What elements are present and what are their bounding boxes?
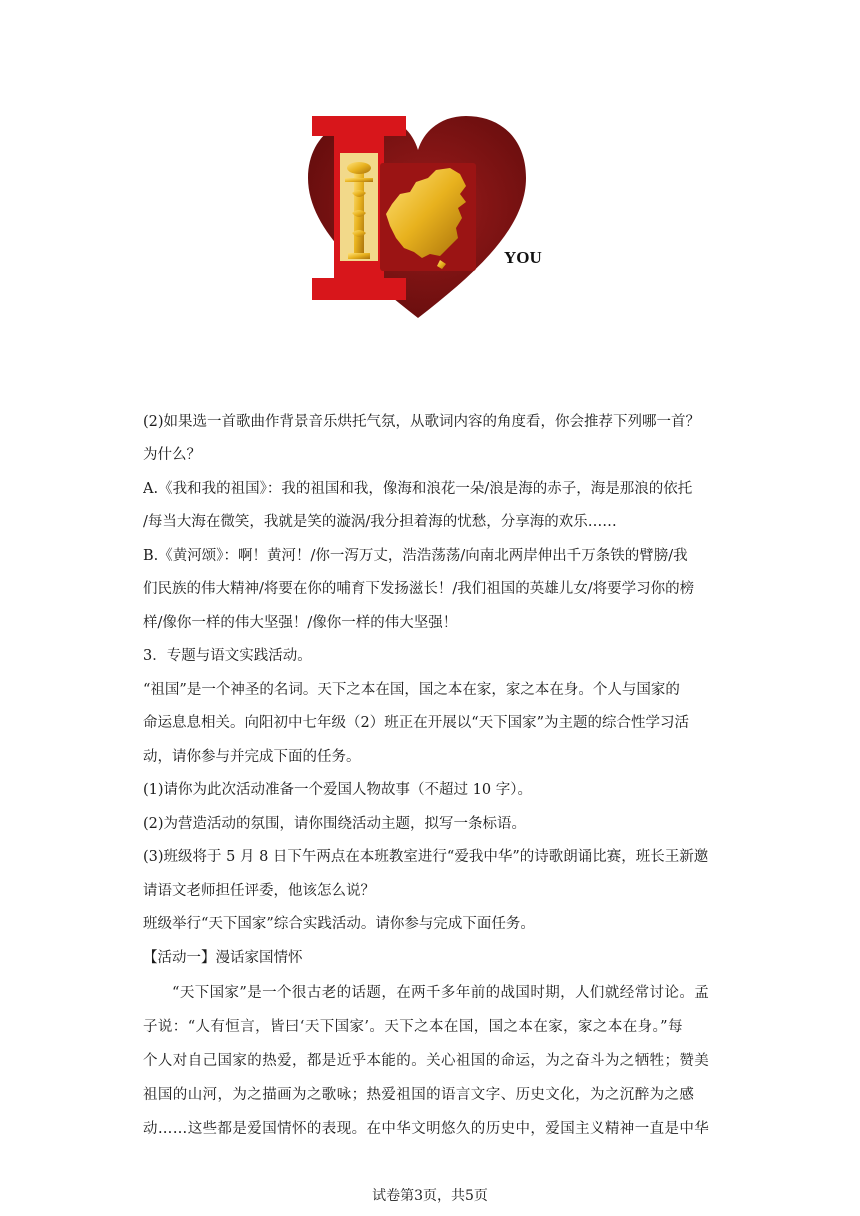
- activity-passage-line-3: 个人对自己国家的热爱，都是近乎本能的。关心祖国的命运，为之奋斗为之牺牲；赞美: [143, 1053, 710, 1069]
- q3-task-3b: 请语文老师担任评委，他该怎么说？: [143, 883, 375, 899]
- activity-passage-line-1: “天下国家”是一个很古老的话题，在两千多年前的战国时期，人们就经常讨论。孟: [172, 985, 710, 1001]
- activity-passage-line-2: 子说：“人有恒言，皆曰‘天下国家’。天下之本在国，国之本在家，家之本在身。”每: [143, 1019, 683, 1035]
- option-b-line-2: 们民族的伟大精神/将要在你的哺育下发扬滋长！/我们祖国的英雄儿女/将要学习你的榜: [143, 581, 695, 597]
- q2-line-1: (2)如果选一首歌曲作背景音乐烘托气氛，从歌词内容的角度看，你会推荐下列哪一首？: [143, 414, 701, 430]
- you-label: YOU: [504, 248, 542, 267]
- q3-title: 3．专题与语文实践活动。: [143, 648, 312, 664]
- q3-intro-1: “祖国”是一个神圣的名词。天下之本在国，国之本在家，家之本在身。个人与国家的: [143, 682, 680, 698]
- q3-task-2: (2)为营造活动的氛围，请你围绕活动主题，拟写一条标语。: [143, 816, 527, 832]
- activity-passage-line-5: 动……这些都是爱国情怀的表现。在中华文明悠久的历史中，爱国主义精神一直是中华: [143, 1121, 710, 1137]
- q3-intro-3: 动，请你参与并完成下面的任务。: [143, 749, 361, 765]
- page-footer: 试卷第3页，共5页: [372, 1188, 488, 1204]
- option-a-line-1: A.《我和我的祖国》：我的祖国和我，像海和浪花一朵/浪是海的赤子，海是那浪的依托: [143, 481, 693, 497]
- option-a-line-2: /每当大海在微笑，我就是笑的漩涡/我分担着海的忧愁，分享海的欢乐……: [143, 514, 617, 530]
- activity-heading: 【活动一】漫话家国情怀: [143, 950, 303, 966]
- q3-intro-2: 命运息息相关。向阳初中七年级（2）班正在开展以“天下国家”为主题的综合性学习活: [143, 715, 690, 731]
- q3-task-3a: (3)班级将于 5 月 8 日下午两点在本班教室进行“爱我中华”的诗歌朗诵比赛，班长王新邀: [143, 849, 709, 865]
- q2-line-2: 为什么？: [143, 447, 201, 463]
- q3-task-1: (1)请你为此次活动准备一个爱国人物故事（不超过 10 字）。: [143, 782, 532, 798]
- activity-passage-line-4: 祖国的山河，为之描画为之歌咏；热爱祖国的语言文字、历史文化，为之沉醉为之感: [143, 1087, 695, 1103]
- option-b-line-3: 样/像你一样的伟大坚强！/像你一样的伟大坚强！: [143, 615, 458, 631]
- option-b-line-1: B.《黄河颂》：啊！黄河！/你一泻万丈，浩浩荡荡/向南北两岸伸出千万条铁的臂膀/我: [143, 548, 688, 564]
- activity-intro: 班级举行“天下国家”综合实践活动。请你参与完成下面任务。: [143, 916, 535, 932]
